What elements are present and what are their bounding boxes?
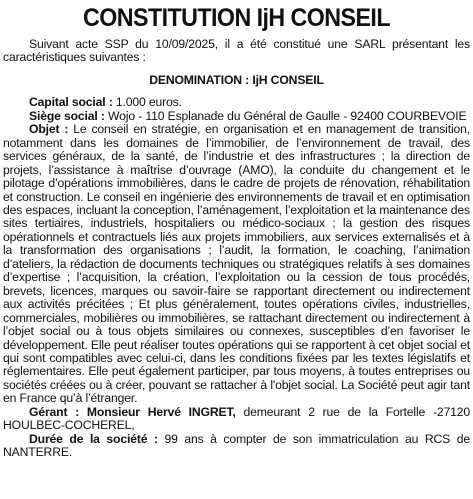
duree-paragraph [3,433,470,460]
siege-paragraph [3,110,470,123]
objet-value: Le conseil en stratégie, en organisation et en management de transition, notamment dans les domaines de l’immobilier, de l’environnement de travail, des services généraux, de la santé, de l’industrie et des infrastructures ; la direction de projets, l’assistance à maîtrise d’ouvrage (AMO), la conduite du changement et le pilotage d’opérations immobilières, dans le cadre de projets de rénovation, réhabilitation et construction. Le conseil en ingénierie des environnements de travail et en optimisation des espaces, incluant la conception, l’aménagement, l’exploitation et la maintenance des sites tertiaires, industriels, hospitaliers ou médico-sociaux ; la gestion des risques opérationnels et contractuels liés aux projets immobiliers, aux services externalisés et à la transformation des organisations ; l’audit, la formation, le coaching, l’animation d’ateliers, la rédaction de documents techniques ou stratégiques relatifs à ses domaines d’expertise ; l’acquisition, la création, l’exploitation ou la cession de tous procédés, brevets, licences, marques ou savoir-faire se rapportant directement ou indirectement aux activités précitées ; Et plus généralement, toutes opérations civiles, industrielles, commerciales, mobilières ou immobilières, se rattachant directement ou indirectement à l’objet social ou à tous objets similaires ou connexes, susceptibles d’en favoriser le développement. Elle peut réaliser toutes opérations qui se rapportent à cet objet social et qui sont compatibles avec celui-ci, dans les conditions fixées par les textes législatifs et réglementaires. Elle peut également participer, par tous moyens, à toutes entreprises ou sociétés créées ou à créer, pouvant se rattacher à l'objet social. La Société peut agir tant en France qu’à l’étranger. [3,122,471,406]
duree-label: Durée de la société : [29,431,158,446]
intro-paragraph: Suivant acte SSP du 10/09/2025, il a été constitué une SARL présentant les caractéristiques suivantes : [3,37,470,65]
gerant-label: Gérant : Monsieur Hervé INGRET, [29,404,236,419]
notice-body [3,38,470,460]
gerant-value: demeurant 2 rue de la Fortelle -27120 HOULBEC-COCHEREL, [3,404,470,433]
objet-label: Objet : [29,122,69,137]
capital-label: Capital social : [29,95,113,110]
siege-label: Siège social : [29,108,105,123]
capital-value: 1.000 euros. [112,95,182,110]
capital-paragraph [3,96,470,109]
objet-paragraph [3,123,470,406]
denomination-line: DENOMINATION : IjH CONSEIL [149,72,324,87]
gerant-paragraph [3,406,470,433]
duree-value: 99 ans à compter de son immatriculation au RCS de NANTERRE. [3,431,471,460]
notice-title: CONSTITUTION IjH CONSEIL [83,4,390,32]
siege-value: Wojo - 110 Esplanade du Général de Gaulle - 92400 COURBEVOIE [104,108,467,123]
